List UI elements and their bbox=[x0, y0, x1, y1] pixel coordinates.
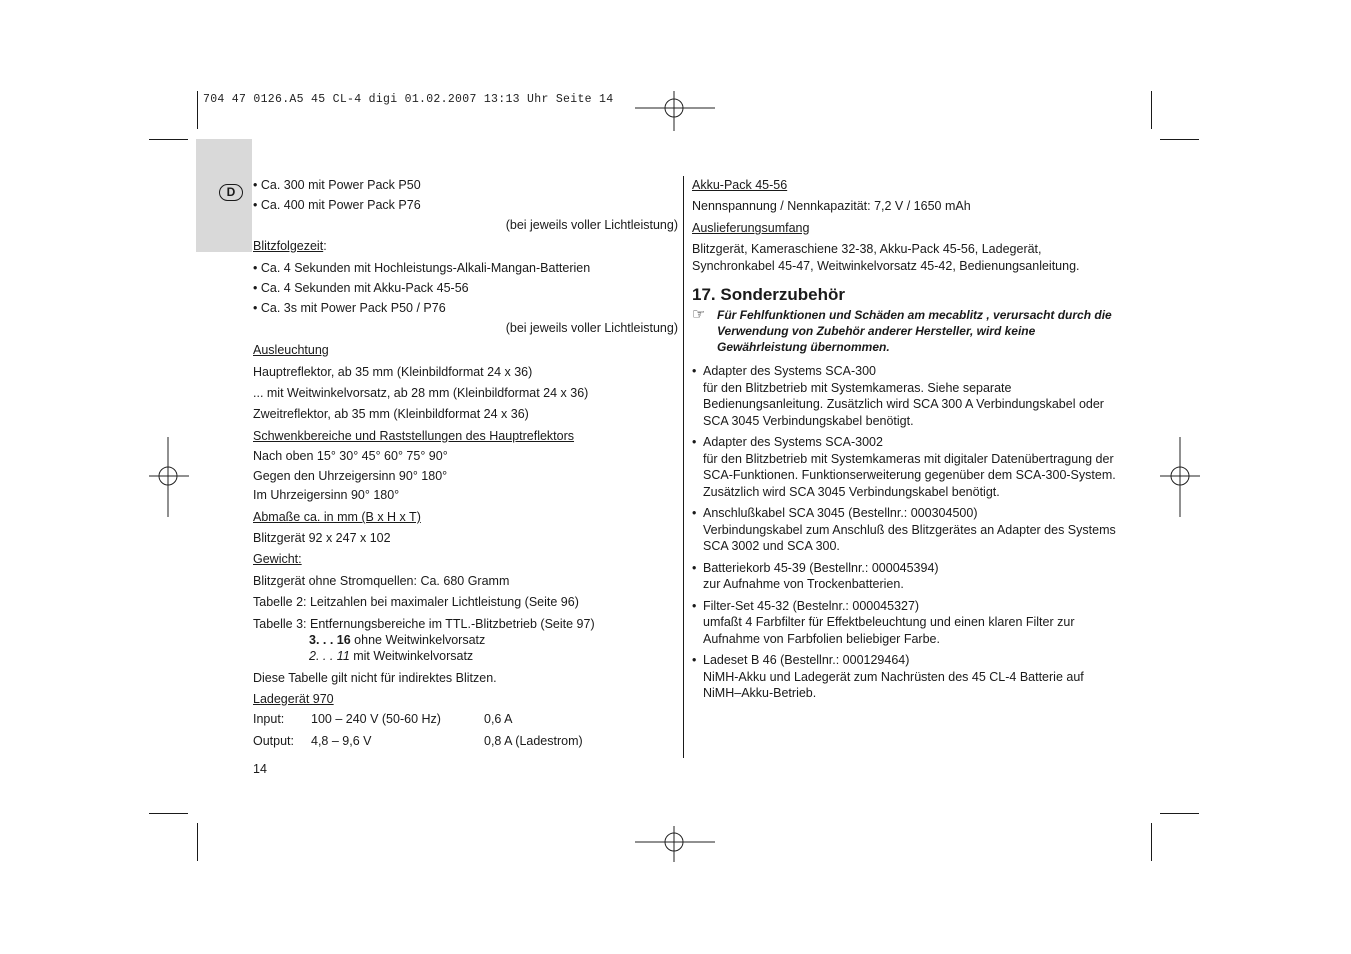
heading-auslieferungsumfang: Auslieferungsumfang bbox=[692, 221, 810, 235]
note-line: Für Fehlfunktionen und Schäden am mecablitz , verursacht durch die bbox=[717, 308, 1112, 322]
text-line: Tabelle 3: Entfernungsbereiche im TTL.-Blitzbetrieb (Seite 97) bbox=[253, 617, 595, 631]
note-line: Verwendung von Zubehör anderer Hersteller, wird keine bbox=[717, 324, 1036, 338]
bullet-icon: • bbox=[692, 435, 697, 449]
warning-note bbox=[692, 307, 1122, 355]
accessory-description-line: Bedienungsanleitung. Zusätzlich wird SCA 300 A Verbindungskabel oder bbox=[703, 397, 1104, 411]
left-column bbox=[253, 176, 678, 756]
section-title: 17. Sonderzubehör bbox=[692, 285, 846, 304]
text-line: Synchronkabel 45-47, Weitwinkelvorsatz 45-42, Bedienungsanleitung. bbox=[692, 259, 1080, 273]
accessory-description-line: für den Blitzbetrieb mit Systemkameras. Siehe separate bbox=[703, 380, 1012, 395]
print-slug: 704 47 0126.A5 45 CL-4 digi 01.02.2007 13:13 Uhr Seite 14 bbox=[203, 93, 614, 106]
language-tab bbox=[196, 139, 252, 252]
output-value: 4,8 – 9,6 V bbox=[311, 734, 372, 748]
input-current: 0,6 A bbox=[484, 712, 513, 726]
text-line: • Ca. 4 Sekunden mit Hochleistungs-Alkali-Mangan-Batterien bbox=[253, 261, 591, 275]
text-line: Blitzgerät ohne Stromquellen: Ca. 680 Gramm bbox=[253, 574, 510, 588]
text-line: Nennspannung / Nennkapazität: 7,2 V / 1650 mAh bbox=[692, 199, 971, 213]
accessory-title: Anschlußkabel SCA 3045 (Bestellnr.: 000304500) bbox=[703, 506, 978, 520]
accessory-description-line: SCA 3045 Verbindungskabel benötigt. bbox=[703, 413, 914, 428]
heading-schwenkbereiche: Schwenkbereiche und Raststellungen des Hauptreflektors bbox=[253, 429, 575, 443]
text-line: • Ca. 300 mit Power Pack P50 bbox=[253, 178, 421, 192]
range-row-without-wide-angle: 3. . . 16 ohne Weitwinkelvorsatz bbox=[309, 633, 486, 647]
accessory-description-line: Aufnahme von Farbfolien beliebiger Farbe. bbox=[703, 631, 940, 646]
bullet-icon: • bbox=[692, 364, 697, 378]
accessory-item bbox=[692, 434, 1122, 500]
heading-gewicht: Gewicht: bbox=[253, 552, 302, 566]
heading-abmasse: Abmaße ca. in mm (B x H x T) bbox=[253, 510, 421, 524]
accessory-description-line: NiMH–Akku-Betrieb. bbox=[703, 686, 817, 700]
accessory-title: Filter-Set 45-32 (Bestelnr.: 000045327) bbox=[703, 598, 920, 613]
accessory-description-line: zur Aufnahme von Trockenbatterien. bbox=[703, 577, 904, 591]
text-line: Im Uhrzeigersinn 90° 180° bbox=[253, 488, 400, 502]
accessory-description-line: SCA-Funktionen. Funktionserweiterung gegenüber dem SCA-300-System. bbox=[703, 468, 1116, 482]
text-line: Hauptreflektor, ab 35 mm (Kleinbildformat 24 x 36) bbox=[253, 365, 533, 379]
column-divider bbox=[683, 176, 684, 758]
accessory-title: Adapter des Systems SCA-300 bbox=[703, 364, 876, 378]
bullet-icon: • bbox=[692, 598, 697, 613]
accessory-item bbox=[692, 363, 1122, 429]
bullet-icon: • bbox=[692, 653, 697, 667]
output-label: Output: bbox=[253, 734, 294, 748]
right-column bbox=[692, 176, 1122, 707]
accessory-title: Ladeset B 46 (Bestellnr.: 000129464) bbox=[703, 653, 910, 667]
heading-akku-pack: Akku-Pack 45-56 bbox=[692, 178, 788, 192]
accessory-description-line: umfaßt 4 Farbfilter für Effektbeleuchtung und einen klaren Filter zur bbox=[703, 615, 1075, 629]
registration-mark-left bbox=[149, 437, 189, 517]
input-label: Input: bbox=[253, 712, 285, 726]
pointing-hand-icon: ☞ bbox=[692, 306, 706, 323]
text-line: • Ca. 400 mit Power Pack P76 bbox=[253, 198, 421, 212]
registration-mark-right bbox=[1160, 437, 1200, 517]
accessory-description-line: Verbindungskabel zum Anschluß des Blitzgerätes an Adapter des Systems bbox=[703, 522, 1116, 537]
registration-mark-bottom bbox=[635, 826, 715, 862]
accessory-title: Batteriekorb 45-39 (Bestellnr.: 000045394) bbox=[703, 560, 939, 575]
text-line: Tabelle 2: Leitzahlen bei maximaler Lichtleistung (Seite 96) bbox=[253, 595, 579, 609]
note-line: Gewährleistung übernommen. bbox=[717, 340, 890, 354]
input-value: 100 – 240 V (50-60 Hz) bbox=[311, 712, 441, 726]
text-line: Nach oben 15° 30° 45° 60° 75° 90° bbox=[253, 449, 448, 463]
bullet-icon: • bbox=[692, 506, 697, 520]
heading-ladegeraet: Ladegerät 970 bbox=[253, 692, 334, 706]
text-line: Blitzgerät 92 x 247 x 102 bbox=[253, 531, 391, 545]
text-line: Gegen den Uhrzeigersinn 90° 180° bbox=[253, 469, 448, 483]
output-current: 0,8 A (Ladestrom) bbox=[484, 734, 583, 748]
accessory-description-line: NiMH-Akku und Ladegerät zum Nachrüsten des 45 CL-4 Batterie auf bbox=[703, 669, 1084, 684]
text-line: (bei jeweils voller Lichtleistung) bbox=[505, 218, 678, 232]
heading-ausleuchtung: Ausleuchtung bbox=[253, 343, 329, 357]
accessory-description-line: SCA 3002 und SCA 300. bbox=[703, 539, 840, 553]
text-line: • Ca. 4 Sekunden mit Akku-Pack 45-56 bbox=[253, 281, 469, 295]
text-line: Zweitreflektor, ab 35 mm (Kleinbildformat 24 x 36) bbox=[253, 407, 529, 421]
registration-mark-top bbox=[635, 91, 715, 131]
bullet-icon: • bbox=[692, 560, 697, 575]
accessory-item bbox=[692, 652, 1122, 702]
accessory-description-line: für den Blitzbetrieb mit Systemkameras mit digitaler Datenübertragung der bbox=[703, 451, 1114, 466]
page-number: 14 bbox=[253, 762, 267, 776]
accessory-list bbox=[692, 363, 1122, 702]
text-line: Diese Tabelle gilt nicht für indirektes Blitzen. bbox=[253, 671, 497, 685]
charger-input-row bbox=[253, 712, 678, 734]
language-badge: D bbox=[219, 184, 243, 201]
text-line: • Ca. 3s mit Power Pack P50 / P76 bbox=[253, 301, 446, 315]
text-line: Blitzgerät, Kameraschiene 32-38, Akku-Pack 45-56, Ladegerät, bbox=[692, 242, 1042, 256]
heading-blitzfolgezeit: Blitzfolgezeit: bbox=[253, 239, 327, 253]
accessory-title: Adapter des Systems SCA-3002 bbox=[703, 435, 883, 449]
text-line: ... mit Weitwinkelvorsatz, ab 28 mm (Kleinbildformat 24 x 36) bbox=[253, 386, 589, 400]
accessory-item bbox=[692, 505, 1122, 555]
range-row-with-wide-angle: 2. . . 11 mit Weitwinkelvorsatz bbox=[309, 649, 474, 663]
accessory-item bbox=[692, 598, 1122, 648]
accessory-description-line: Zusätzlich wird SCA 3045 Verbindungskabel benötigt. bbox=[703, 484, 1000, 499]
text-line: (bei jeweils voller Lichtleistung) bbox=[505, 321, 678, 335]
charger-output-row bbox=[253, 734, 678, 756]
accessory-item bbox=[692, 560, 1122, 593]
